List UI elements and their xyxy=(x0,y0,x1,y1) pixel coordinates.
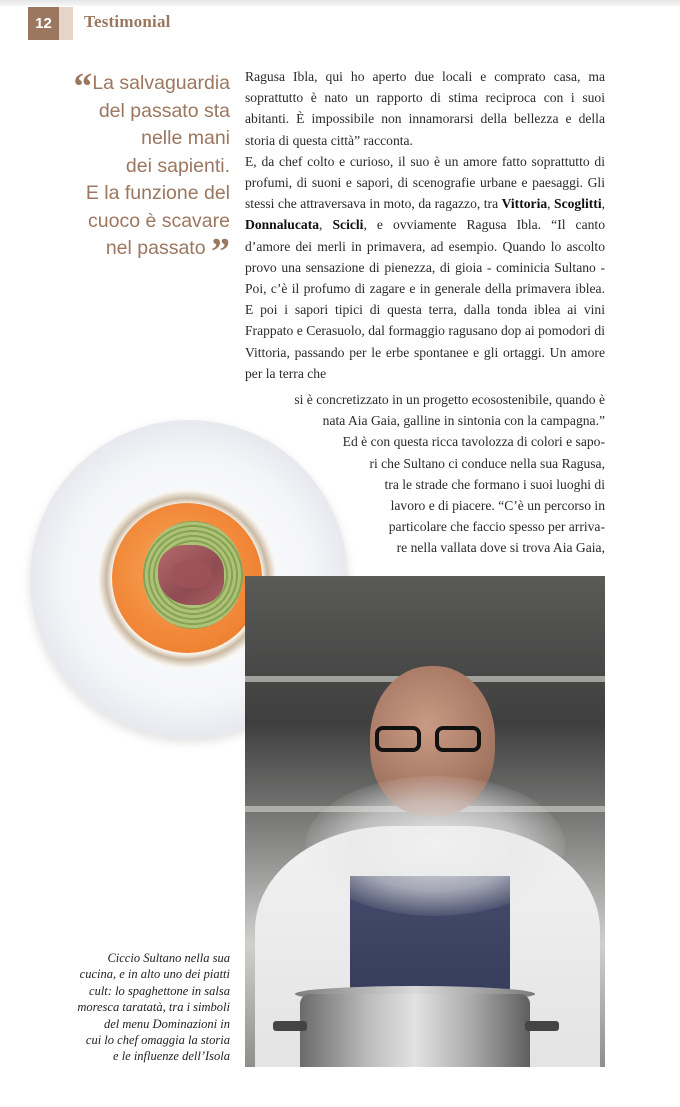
article-wrap-line: si è concretizzato in un progetto ecosostenibile, quando è xyxy=(294,392,605,407)
article-text: E, da chef colto e curioso, il suo è un amore fatto soprattutto di profumi, di suoni e sapori, di scenografie urbane e paesaggi. Gli stessi che attraversava in moto, da ragazzo, tra xyxy=(245,153,605,212)
article-text: , e ovviamente Ragusa Ibla. “Il canto d’amore dei merli in primavera, ad esempio. Quando lo ascolto provo una sensazione di pienezza, di gioia - cominicia Sultano - Poi, c’è il profumo di zagare e in generale della primavera iblea. E poi i sapori tipici di questa terra, dalla tonda iblea ai vini Frappato e Cerasuolo, dal formaggio ragusano dop ai pomodori di Vittoria, passando per le erbe spontanee e gli ortaggi. Un amore per la terra che xyxy=(245,217,605,381)
steam xyxy=(305,776,565,916)
cooking-pot xyxy=(300,994,530,1067)
quote-line: nelle mani xyxy=(141,127,230,149)
article-paragraph: Ragusa Ibla, qui ho aperto due locali e comprato casa, ma soprattutto è nato un rapporto di stima reciproca con i suoi abitanti. È impossibile non innamorarsi della bellezza e della storia di questa città” racconta. xyxy=(245,69,605,148)
chef-photo xyxy=(245,576,605,1067)
caption-line: Ciccio Sultano nella sua xyxy=(107,951,230,965)
quote-line: E la funzione del xyxy=(85,182,230,204)
pot-handle xyxy=(273,1021,307,1031)
open-quote-mark: “ xyxy=(73,66,93,108)
article-paragraph: E, da chef colto e curioso, il suo è un amore fatto soprattutto di profumi, di suoni e sapori, di scenografie urbane e paesaggi. Gli stessi che attraversava in moto, da ragazzo, tra Vittoria, Scoglitti, Donnalucata, Scicli, e ovviamente Ragusa Ibla. “Il canto d’amore dei merli in primavera, ad esempio. Quando lo ascolto provo una sensazione di pienezza, di gioia - cominicia Sultano - Poi, c’è il profumo di zagare e in generale della primavera iblea. E poi i sapori tipici di questa terra, dalla tonda iblea ai vini Frappato e Cerasuolo, dal formaggio ragusano dop ai pomodori di Vittoria, passando per le erbe spontanee e gli ortaggi. Un amore per la terra che xyxy=(245,153,606,381)
caption-line: cui lo chef omaggia la storia xyxy=(85,1033,230,1048)
pull-quote xyxy=(50,66,230,273)
article-wrap-line: lavoro e di piacere. “C’è un percorso in xyxy=(390,498,605,513)
caption-line: cult: lo spaghettone in salsa xyxy=(89,983,230,998)
caption-line: del menu Dominazioni in xyxy=(103,1016,230,1031)
article-wrap-line: tra le strade che formano i suoi luoghi di xyxy=(384,477,605,492)
article-wrap-line: nata Aia Gaia, galline in sintonia con la campagna.” xyxy=(322,413,605,428)
section-title: Testimonial xyxy=(84,12,171,31)
page-top-edge xyxy=(0,0,680,6)
quote-line: La salvaguardia xyxy=(92,72,230,94)
place-name: Vittoria xyxy=(501,196,548,212)
lens-left xyxy=(375,726,421,752)
glasses-icon xyxy=(375,726,487,754)
place-name: Donnalucata xyxy=(245,217,320,233)
quote-line: del passato sta xyxy=(98,99,230,122)
article-wrap-line: particolare che faccio spesso per arriva- xyxy=(388,519,605,534)
caption-line: e le influenze dell’Isola xyxy=(113,1049,230,1064)
close-quote-mark: ” xyxy=(211,231,230,273)
article-wrap-line: ri che Sultano ci conduce nella sua Ragusa, xyxy=(369,456,605,471)
quote-line: dei sapienti. xyxy=(125,154,230,177)
quote-line: nel passato xyxy=(105,237,206,259)
place-name: Scoglitti xyxy=(554,196,602,212)
caption-line: moresca taratatà, tra i simboli xyxy=(77,1000,230,1015)
quote-line: cuoco è scavare xyxy=(88,209,230,232)
tuna-topping-shade xyxy=(172,560,212,588)
page-number-tab xyxy=(59,7,73,40)
article-wrap-line: re nella vallata dove si trova Aia Gaia, xyxy=(396,540,605,555)
page-number: 12 xyxy=(28,7,59,40)
place-name: Scicli xyxy=(332,217,364,233)
pot-handle xyxy=(525,1021,559,1031)
article-wrap-line: Ed è con questa ricca tavolozza di colori e sapo- xyxy=(342,434,605,449)
article-body xyxy=(245,66,605,384)
caption-line: cucina, e in alto uno dei piatti xyxy=(79,967,230,982)
lens-right xyxy=(435,726,481,752)
photo-caption xyxy=(60,950,230,1065)
